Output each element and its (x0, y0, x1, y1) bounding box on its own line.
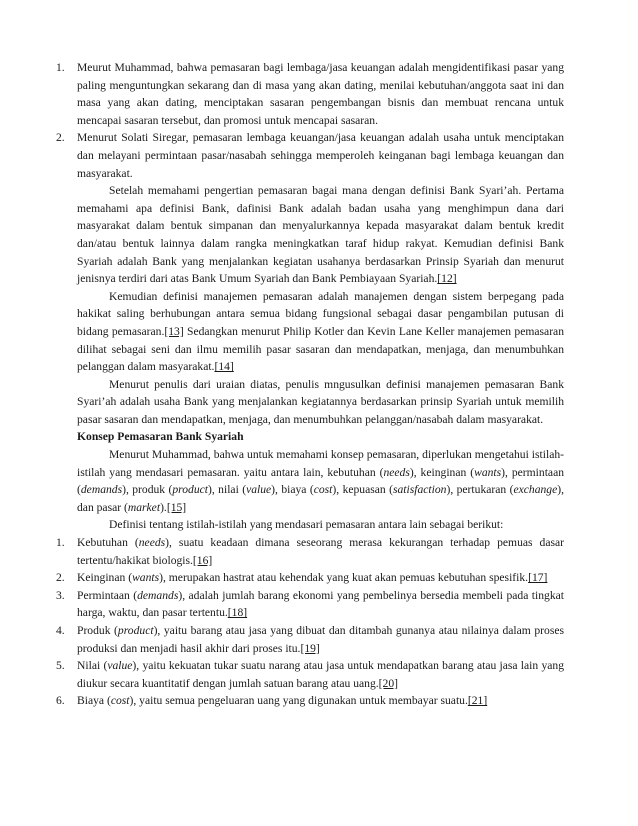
list-number: 1. (56, 536, 65, 550)
term-italic: product (117, 624, 154, 637)
list-item-text: Biaya ( (77, 694, 111, 708)
list-item (56, 59, 564, 129)
paragraph-bank-syariah (56, 182, 564, 288)
paragraph-text: ), pertukaran ( (446, 483, 514, 497)
paragraph-definisi-istilah (56, 516, 564, 534)
paragraph-text: Definisi tentang istilah-istilah yang mendasari pemasaran antara lain sebagai berikut: (109, 518, 504, 532)
term-italic: satisfaction (392, 483, 447, 497)
term-italic: demands (137, 588, 179, 602)
term-italic: demands (80, 483, 123, 497)
list-item-text: ), yaitu semua pengeluaran uang yang digunakan untuk membayar suatu. (129, 694, 468, 708)
list-item-text: Keinginan ( (77, 571, 133, 585)
footnote-link[interactable]: [21] (467, 694, 488, 708)
footnote-link[interactable]: [16] (192, 553, 213, 567)
list-item (56, 622, 564, 657)
footnote-link[interactable]: [13] (164, 324, 184, 338)
footnote-link[interactable]: [14] (214, 360, 234, 374)
list-item-text: Meurut Muhammad, bahwa pemasaran bagi lembaga/jasa keuangan adalah mengidentifikasi pasar yang paling menguntungkan sekarang dan di masa yang akan dating, menilai kebutuhan/anggota saat ini dan masa yang akan dating, menciptakan sasaran pengembangan bisnis dan membuat rencana untuk mencapai sasaran tersebut, dan promosi untuk mencapai sasaran. (77, 61, 564, 127)
list-number: 6. (56, 694, 65, 708)
paragraph-text: ), nilai ( (208, 483, 247, 497)
list-item-text: Produk ( (77, 624, 118, 637)
term-italic: value (246, 483, 272, 497)
list-item-text: ), merupakan hastrat atau kehendak yang kuat akan pemuas kebutuhan spesifik. (159, 571, 529, 585)
paragraph-definisi-penulis (56, 376, 564, 429)
paragraph-text: ). (160, 500, 167, 514)
term-italic: value (107, 659, 133, 673)
paragraph-text: Sedangkan menurut Philip Kotler dan Kevin Lane Keller manajemen pemasaran dilihat sebagai seni dan ilmu memilih pasar sasaran dan mendapatkan, menjaga, dan menumbuhkan pelanggan dalam masyarakat. (77, 324, 565, 374)
list-item (56, 534, 564, 569)
paragraph-text: ), biaya ( (271, 483, 314, 497)
document-body (56, 59, 564, 710)
paragraph-text: Menurut Muhammad, bahwa untuk memahami konsep pemasaran, diperlukan mengetahui istilah-istilah yang mendasari pemasaran. yaitu antara lain, kebutuhan ( (77, 448, 564, 479)
term-italic: exchange (513, 483, 558, 497)
list-item (56, 129, 564, 182)
list-item (56, 657, 564, 692)
paragraph-text: ), keinginan ( (409, 465, 475, 479)
paragraph-text: ), permintaan ( (77, 465, 565, 497)
definition-list-2 (56, 534, 564, 710)
paragraph-text: ), kepuasan ( (332, 483, 393, 497)
list-item (56, 587, 564, 622)
list-item-text: Permintaan ( (77, 588, 138, 602)
footnote-link[interactable]: [20] (378, 676, 398, 690)
list-number: 2. (56, 131, 65, 145)
paragraph-text: Setelah memahami pengertian pemasaran bagai mana dengan definisi Bank Syari’ah. Pertama memahami apa definisi Bank, dafinisi Bank adalah badan usaha yang menghimpun dana dari masyarakat dalam bentuk simpanan dan menyalurkannya kepada masyarakat dalam bentuk kredit dan/atau bentuk lainnya dalam rangka meningkatkan taraf hidup rakyat. Kemudian definisi Bank Syariah adalah Bank yang menjalankan kegiatan usahanya berdasarkan Prinsip Syariah dan menurut jenisnya terdiri dari atas Bank Umum Syariah dan Bank Pembiayaan Syariah. (77, 184, 564, 286)
list-item (56, 569, 564, 587)
paragraph-text: Menurut penulis dari uraian diatas, penulis mngusulkan definisi manajemen pemasaran Bank Syari’ah adalah usaha Bank yang menjalankan kegiatannya berdasarkan prinsip Syariah untuk memilih pasar sasaran dan mendapatkan, menjaga, dan menumbuhkan pelanggan/nasabah dalam masyarakat. (77, 377, 564, 426)
footnote-link[interactable]: [15] (166, 500, 187, 514)
list-item-text: ), adalah jumlah barang ekonomi yang pembelinya bersedia membeli pada tingkat harga, waktu, dan pasar tertentu. (77, 588, 564, 620)
list-number: 4. (56, 624, 65, 637)
list-item-text: Nilai ( (77, 659, 108, 673)
term-italic: market (127, 500, 161, 514)
paragraph-konsep (56, 446, 564, 516)
list-number: 3. (56, 588, 65, 602)
list-number: 1. (56, 61, 65, 74)
list-item-text: Kebutuhan ( (77, 536, 139, 550)
term-italic: product (172, 483, 209, 497)
footnote-link[interactable]: [12] (437, 272, 457, 286)
list-item-text: Menurut Solati Siregar, pemasaran lembaga keuangan/jasa keuangan adalah usaha untuk menciptakan dan melayani permintaan pasar/nasabah sehingga memperoleh keinganan bagi lembaga keuangan dan masyarakat. (77, 131, 564, 180)
footnote-link[interactable]: [19] (300, 641, 320, 655)
section-heading: Konsep Pemasaran Bank Syariah (77, 430, 244, 444)
paragraph-text: ), dan pasar ( (77, 483, 564, 514)
term-italic: needs (383, 465, 410, 479)
footnote-link[interactable]: [18] (227, 606, 248, 620)
paragraph-text: Kemudian definisi manajemen pemasaran adalah manajemen dengan sistem berpegang pada hakikat saling berhubungan antara semua bidang fungsional sebagai dasar pengambilan putusan di bidang pemasaran. (77, 289, 564, 338)
list-item (56, 692, 564, 710)
paragraph-manajemen-pemasaran (56, 288, 564, 376)
list-number: 5. (56, 659, 65, 673)
list-item-text: ), yaitu kekuatan tukar suatu narang atau jasa untuk mendapatkan barang atau jasa lain yang diukur secara kuantitatif dengan jumlah satuan barang atau uang. (77, 659, 564, 690)
term-italic: needs (138, 536, 166, 550)
list-number: 2. (56, 571, 65, 585)
footnote-link[interactable]: [17] (528, 571, 548, 585)
term-italic: wants (132, 571, 160, 585)
list-item-text: ), yaitu barang atau jasa yang dibuat dan ditambah gunanya atau nilainya dalam proses produksi dan menjadi hasil akhir dari proses itu. (77, 624, 564, 655)
paragraph-text: ), produk ( (122, 483, 173, 497)
definition-list-1 (56, 59, 564, 182)
term-italic: wants (474, 465, 502, 479)
term-italic: cost (110, 694, 130, 708)
list-item-text: ), suatu keadaan dimana seseorang merasa kekurangan terhadap pemuas dasar tertentu/hakikat biologis. (77, 536, 564, 567)
term-italic: cost (313, 483, 333, 497)
